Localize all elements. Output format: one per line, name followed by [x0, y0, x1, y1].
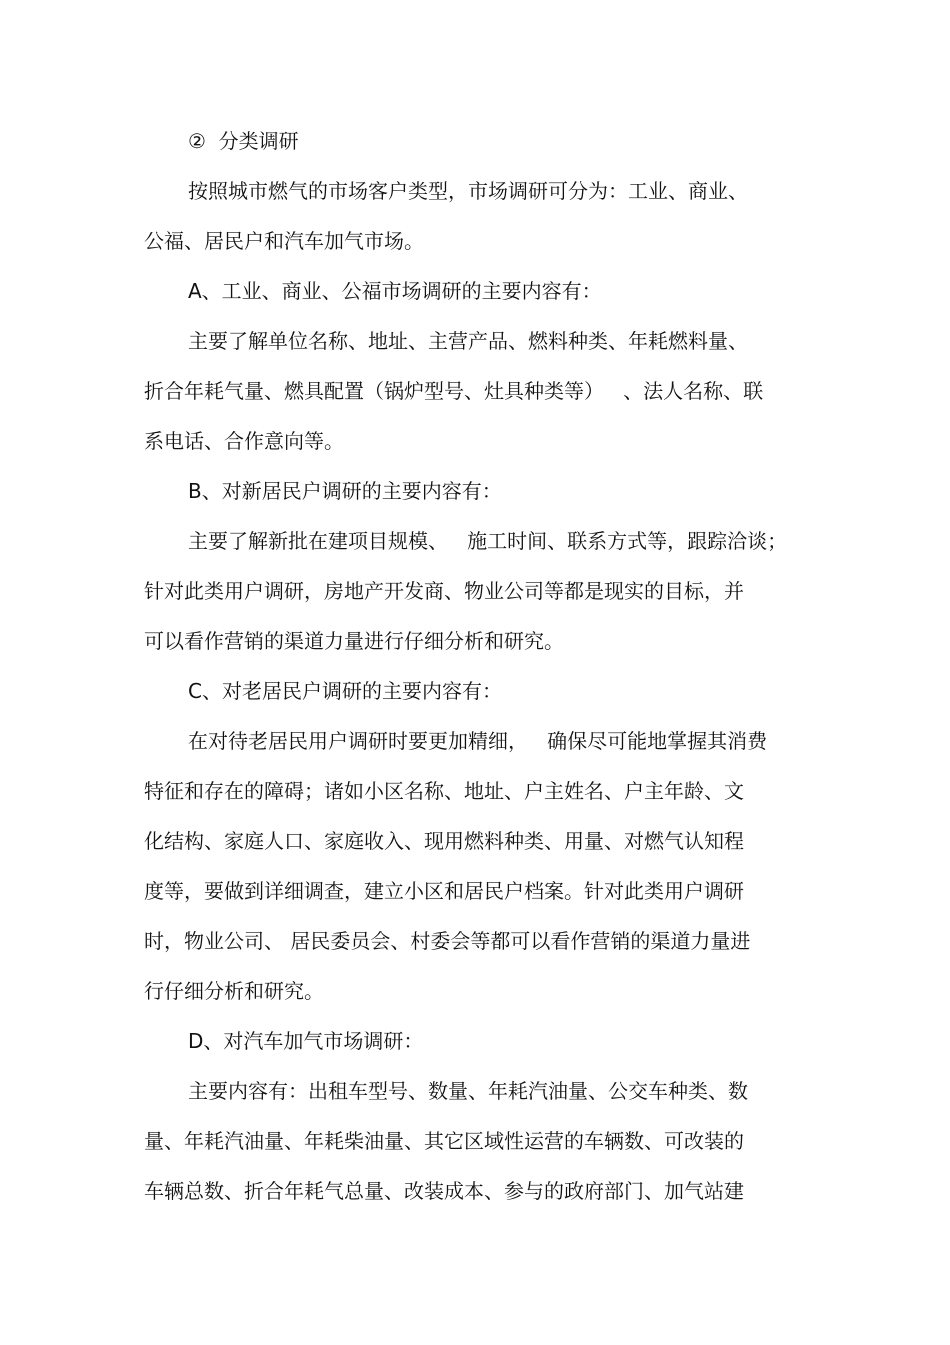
paragraph-line: 公福、居民户和汽车加气市场。 — [144, 229, 424, 253]
paragraph-line: 可以看作营销的渠道力量进行仔细分析和研究。 — [144, 629, 564, 653]
paragraph-line: 行仔细分析和研究。 — [144, 979, 324, 1003]
subheading-c: C、对老居民户调研的主要内容有： — [188, 679, 502, 703]
paragraph-line: 度等，要做到详细调查，建立小区和居民户档案。针对此类用户调研 — [144, 879, 744, 903]
section-heading: ② 分类调研 — [188, 129, 299, 153]
subheading-a: A、工业、商业、公福市场调研的主要内容有： — [188, 279, 602, 303]
paragraph-line: 主要了解新批在建项目规模、 施工时间、联系方式等，跟踪洽谈； — [188, 529, 788, 553]
paragraph-line: 主要了解单位名称、地址、主营产品、燃料种类、年耗燃料量、 — [188, 329, 748, 353]
paragraph-line: 量、年耗汽油量、年耗柴油量、其它区域性运营的车辆数、可改装的 — [144, 1129, 744, 1153]
subheading-d: D、对汽车加气市场调研： — [188, 1029, 424, 1053]
paragraph-line: 系电话、合作意向等。 — [144, 429, 344, 453]
paragraph-line: 在对待老居民用户调研时要更加精细， 确保尽可能地掌握其消费 — [188, 729, 768, 753]
paragraph-line: 车辆总数、折合年耗气总量、改装成本、参与的政府部门、加气站建 — [144, 1179, 744, 1203]
subheading-b: B、对新居民户调研的主要内容有： — [188, 479, 502, 503]
paragraph-line: 针对此类用户调研，房地产开发商、物业公司等都是现实的目标，并 — [144, 579, 744, 603]
paragraph-line: 主要内容有：出租车型号、数量、年耗汽油量、公交车种类、数 — [188, 1079, 748, 1103]
paragraph-line: 化结构、家庭人口、家庭收入、现用燃料种类、用量、对燃气认知程 — [144, 829, 744, 853]
paragraph-line: 按照城市燃气的市场客户类型，市场调研可分为：工业、商业、 — [188, 179, 748, 203]
paragraph-line: 特征和存在的障碍；诸如小区名称、地址、户主姓名、户主年龄、文 — [144, 779, 744, 803]
paragraph-line: 折合年耗气量、燃具配置（锅炉型号、灶具种类等） 、法人名称、联 — [144, 379, 764, 403]
paragraph-line: 时，物业公司、 居民委员会、村委会等都可以看作营销的渠道力量进 — [144, 929, 751, 953]
